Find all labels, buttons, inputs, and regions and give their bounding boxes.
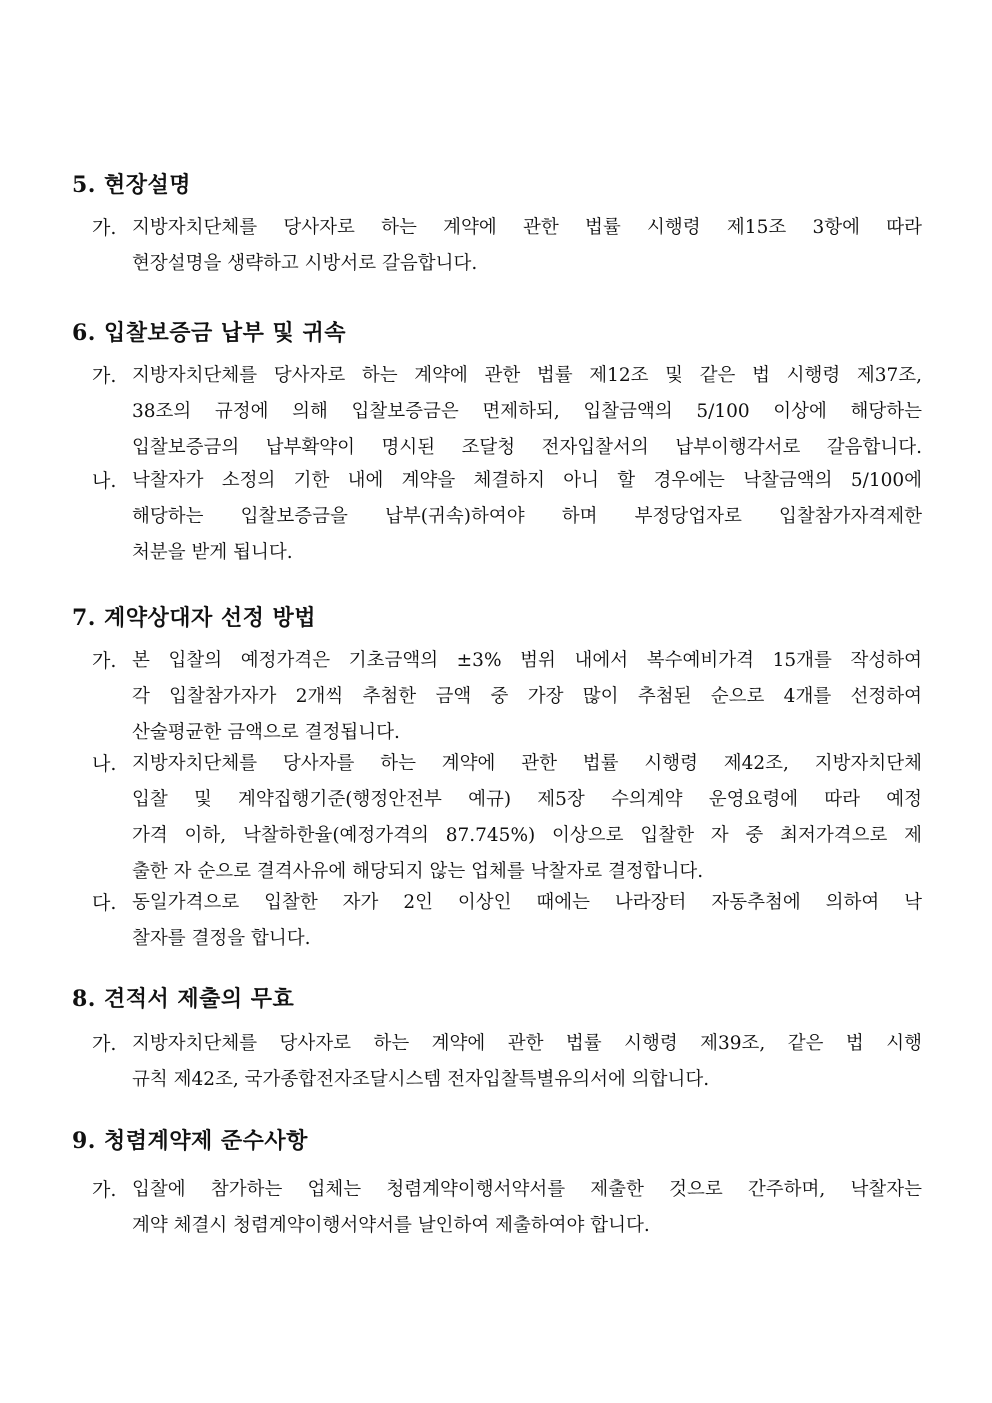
item-line: 계약 체결시 청렴계약이행서약서를 날인하여 제출하여야 합니다. — [132, 1215, 650, 1236]
section-title: 계약상대자 선정 방법 — [103, 605, 317, 631]
section-heading — [72, 1126, 308, 1156]
item-text — [132, 210, 922, 282]
item-line: 입찰 및 계약집행기준(행정안전부 예규) 제5장 수의계약 운영요령에 따라 예정 — [132, 789, 922, 810]
item-marker: 가. — [92, 217, 117, 239]
item-line: 지방자치단체를 당사자로 하는 계약에 관한 법률 시행령 제15조 3항에 따라 — [132, 217, 922, 238]
section-heading — [72, 603, 316, 633]
item-text — [132, 643, 922, 751]
item-line: 지방자치단체를 당사자로 하는 계약에 관한 법률 제12조 및 같은 법 시행령 제37조, — [132, 365, 922, 386]
section-title: 견적서 제출의 무효 — [103, 986, 295, 1012]
item-line: 출한 자 순으로 결격사유에 해당되지 않는 업체를 낙찰자로 결정합니다. — [132, 861, 704, 882]
section-title: 청렴계약제 준수사항 — [103, 1128, 308, 1154]
item-marker: 나. — [92, 470, 117, 492]
item-line: 지방자치단체를 당사자를 하는 계약에 관한 법률 시행령 제42조, 지방자치단체 — [132, 753, 922, 774]
item-line: 본 입찰의 예정가격은 기초금액의 ±3% 범위 내에서 복수예비가격 15개를 작성하여 — [132, 650, 922, 671]
item-marker: 다. — [92, 892, 117, 914]
item-line: 가격 이하, 낙찰하한율(예정가격의 87.745%) 이상으로 입찰한 자 중 최저가격으로 제 — [132, 825, 922, 846]
item-marker: 가. — [92, 365, 117, 387]
item-line: 각 입찰참가자가 2개씩 추첨한 금액 중 가장 많이 추첨된 순으로 4개를 선정하여 — [132, 686, 922, 707]
item-line: 해당하는 입찰보증금을 납부(귀속)하여야 하며 부정당업자로 입찰참가자격제한 — [132, 506, 922, 527]
section-number: 9. — [72, 1128, 96, 1154]
section-title: 입찰보증금 납부 및 귀속 — [103, 320, 346, 346]
section-number: 7. — [72, 605, 96, 631]
item-marker: 가. — [92, 1033, 117, 1055]
section-number: 5. — [72, 172, 96, 198]
item-line: 산술평균한 금액으로 결정됩니다. — [132, 722, 400, 743]
section-heading — [72, 318, 346, 348]
item-marker: 나. — [92, 753, 117, 775]
item-line: 현장설명을 생략하고 시방서로 갈음합니다. — [132, 253, 478, 274]
section-heading — [72, 170, 191, 200]
item-line: 입찰보증금의 납부확약이 명시된 조달청 전자입찰서의 납부이행각서로 갈음합니다. — [132, 437, 922, 458]
section-number: 8. — [72, 986, 96, 1012]
item-line: 38조의 규정에 의해 입찰보증금은 면제하되, 입찰금액의 5/100 이상에 해당하는 — [132, 401, 922, 422]
item-marker: 가. — [92, 1179, 117, 1201]
item-text — [132, 885, 922, 957]
item-text — [132, 1026, 922, 1098]
item-line: 처분을 받게 됩니다. — [132, 542, 293, 563]
item-text — [132, 1172, 922, 1244]
item-line: 찰자를 결정을 합니다. — [132, 928, 311, 949]
item-text — [132, 746, 922, 890]
item-text — [132, 358, 922, 466]
section-heading — [72, 984, 294, 1014]
item-line: 낙찰자가 소정의 기한 내에 계약을 체결하지 아니 할 경우에는 낙찰금액의 5/100에 — [132, 470, 922, 491]
section-title: 현장설명 — [103, 172, 191, 198]
item-line: 규칙 제42조, 국가종합전자조달시스템 전자입찰특별유의서에 의합니다. — [132, 1069, 710, 1090]
item-line: 지방자치단체를 당사자로 하는 계약에 관한 법률 시행령 제39조, 같은 법 시행 — [132, 1033, 922, 1054]
item-line: 입찰에 참가하는 업체는 청렴계약이행서약서를 제출한 것으로 간주하며, 낙찰자는 — [132, 1179, 922, 1200]
item-marker: 가. — [92, 650, 117, 672]
section-number: 6. — [72, 320, 96, 346]
item-text — [132, 463, 922, 571]
item-line: 동일가격으로 입찰한 자가 2인 이상인 때에는 나라장터 자동추첨에 의하여 낙 — [132, 892, 922, 913]
